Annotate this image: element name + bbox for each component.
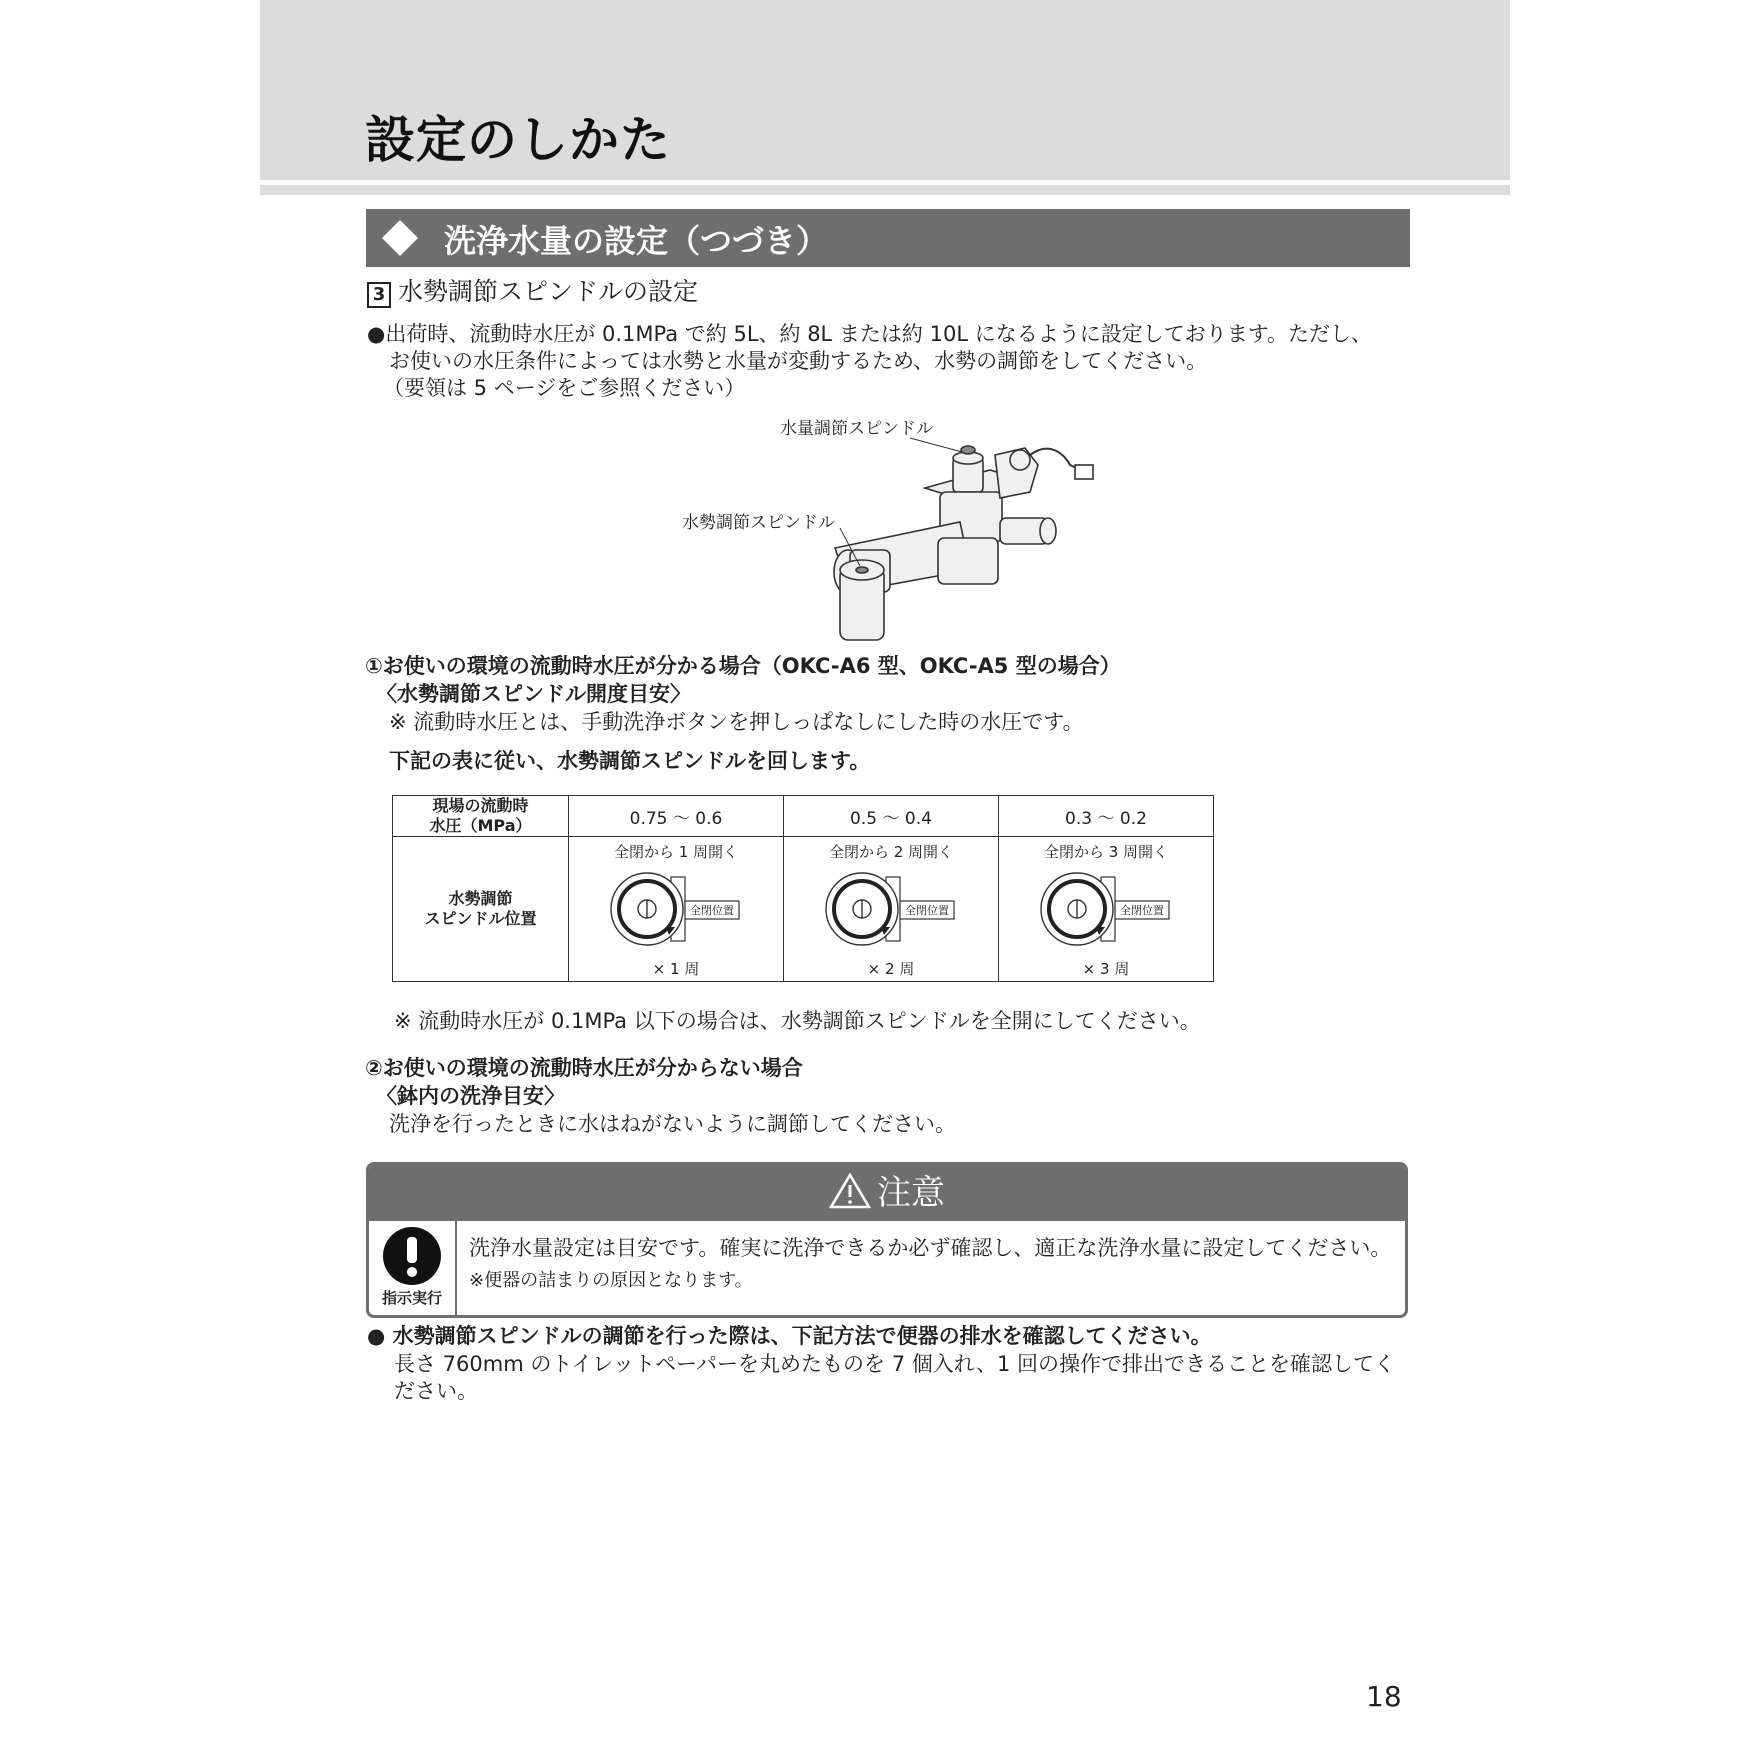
- caution-title: [369, 1165, 1405, 1221]
- table-pressure-3: 0.3 ～ 0.2: [999, 796, 1214, 837]
- mandatory-action-label: 指示実行: [381, 1289, 442, 1307]
- caution-title-text: 注意: [877, 1173, 945, 1213]
- spindle-table: [392, 795, 1214, 982]
- mandatory-action-icon: [381, 1225, 443, 1287]
- label-flow-spindle: 水量調節スピンドル: [780, 419, 933, 439]
- case2-heading: ②お使いの環境の流動時水圧が分からない場合: [365, 1056, 803, 1080]
- case2-subheading: 〈鉢内の洗浄目安〉: [376, 1084, 565, 1108]
- intro-line-3: （要領は 5 ページをご参照ください）: [383, 376, 746, 400]
- position-cell-2: [784, 837, 999, 982]
- final-line-2: ださい。: [394, 1379, 478, 1403]
- open-text-2: 全閉から 2 周開く: [828, 843, 954, 861]
- caution-text: 洗浄水量設定は目安です。確実に洗浄できるか必ず確認し、適正な洗浄水量に設定してください。: [469, 1236, 1392, 1260]
- step-number-badge: 3: [367, 282, 391, 308]
- case1-note: ※ 流動時水圧とは、手動洗浄ボタンを押しっぱなしにした時の水圧です。: [389, 710, 1084, 734]
- table-header-label: 現場の流動時 水圧（MPa）: [393, 796, 569, 837]
- final-line-1: 長さ 760mm のトイレットペーパーを丸めたものを 7 個入れ、1 回の操作で排出できることを確認してく: [394, 1352, 1396, 1376]
- warning-icon: [829, 1173, 871, 1209]
- position-tag-text-2: 全閉位置: [905, 904, 949, 917]
- step-title: 水勢調節スピンドルの設定: [398, 277, 699, 306]
- table-position-row: [393, 837, 1214, 982]
- position-cell-1: [569, 837, 784, 982]
- position-tag-text-3: 全閉位置: [1120, 904, 1164, 917]
- position-tag-text-1: 全閉位置: [690, 904, 734, 917]
- caution-divider: [455, 1221, 457, 1315]
- diamond-icon: [382, 220, 418, 256]
- open-text-1: 全閉から 1 周開く: [613, 843, 739, 861]
- table-header-row: [393, 796, 1214, 837]
- turns-text-3: × 3 周: [1082, 960, 1130, 978]
- label-force-spindle: 水勢調節スピンドル: [682, 513, 835, 533]
- intro-line-2: お使いの水圧条件によっては水勢と水量が変動するため、水勢の調節をしてください。: [389, 349, 1208, 373]
- case1-subheading: 〈水勢調節スピンドル開度目安〉: [376, 682, 691, 706]
- case2-text: 洗浄を行ったときに水はねがないように調節してください。: [389, 1112, 956, 1136]
- caution-box: [366, 1162, 1408, 1318]
- section-title: 洗浄水量の設定（つづき）: [444, 222, 829, 260]
- page-title: 設定のしかた: [365, 111, 671, 169]
- open-text-3: 全閉から 3 周開く: [1043, 843, 1169, 861]
- spindle-rotation-icon: [1039, 869, 1175, 949]
- intro-line-1: ●出荷時、流動時水圧が 0.1MPa で約 5L、約 8L または約 10L になるように設定しております。ただし、: [367, 322, 1373, 346]
- table-pressure-1: 0.75 ～ 0.6: [569, 796, 784, 837]
- page-number: 18: [1366, 1680, 1402, 1713]
- caution-note: ※便器の詰まりの原因となります。: [469, 1270, 753, 1291]
- position-cell-3: [999, 837, 1214, 982]
- turns-text-1: × 1 周: [652, 960, 700, 978]
- table-pressure-2: 0.5 ～ 0.4: [784, 796, 999, 837]
- table-row-label: 水勢調節 スピンドル位置: [393, 837, 569, 982]
- turns-text-2: × 2 周: [867, 960, 915, 978]
- case1-instruction: 下記の表に従い、水勢調節スピンドルを回します。: [389, 749, 871, 773]
- spindle-rotation-icon: [824, 869, 960, 949]
- header-rule: [260, 185, 1510, 195]
- spindle-rotation-icon: [609, 869, 745, 949]
- table-note: ※ 流動時水圧が 0.1MPa 以下の場合は、水勢調節スピンドルを全開にしてください。: [394, 1009, 1201, 1033]
- final-heading: ● 水勢調節スピンドルの調節を行った際は、下記方法で便器の排水を確認してください。: [367, 1324, 1212, 1348]
- case1-heading: ①お使いの環境の流動時水圧が分かる場合（OKC-A6 型、OKC-A5 型の場合）: [365, 654, 1121, 678]
